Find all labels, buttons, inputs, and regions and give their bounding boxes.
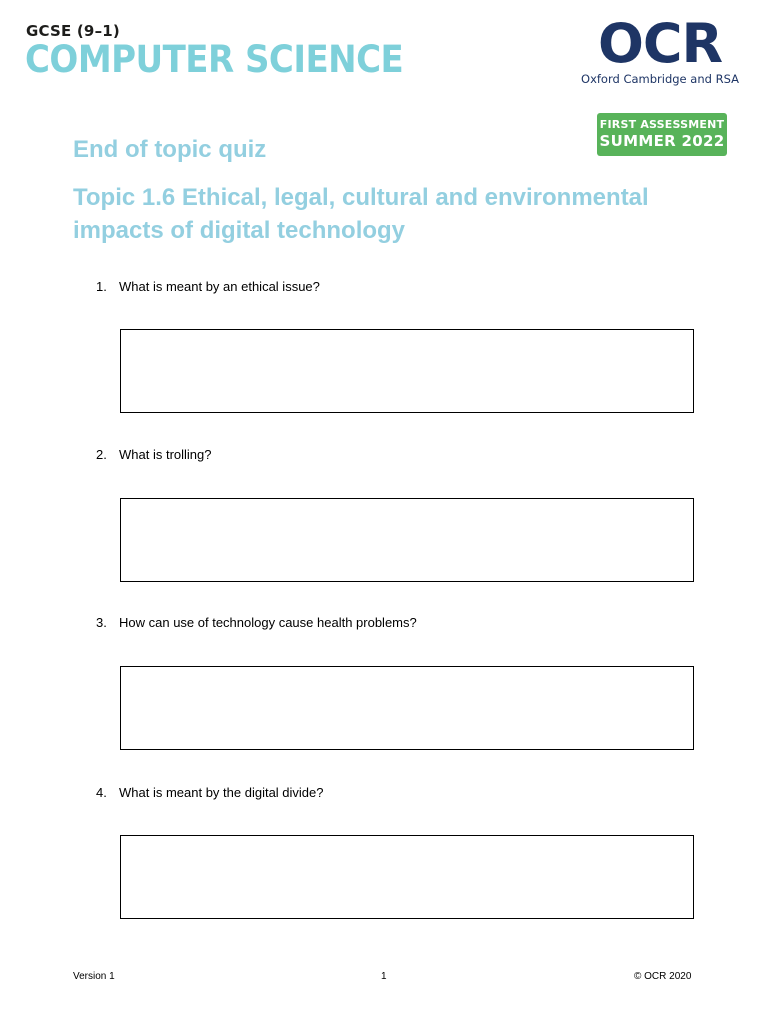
question-3 — [96, 615, 417, 630]
answer-box-4[interactable] — [120, 835, 694, 919]
question-1 — [96, 279, 320, 294]
footer-copyright: © OCR 2020 — [634, 971, 692, 982]
question-text: What is meant by an ethical issue? — [119, 279, 320, 294]
badge-line-2: SUMMER 2022 — [599, 132, 725, 150]
document-title: End of topic quiz — [73, 136, 267, 163]
question-number: 2. — [96, 447, 107, 462]
question-number: 4. — [96, 785, 107, 800]
qualification-label: GCSE (9–1) — [26, 22, 120, 40]
subject-title: COMPUTER SCIENCE — [25, 38, 404, 81]
question-text: What is meant by the digital divide? — [119, 785, 324, 800]
first-assessment-badge — [597, 113, 727, 156]
badge-line-1: FIRST ASSESSMENT — [599, 118, 725, 131]
ocr-logo — [578, 12, 742, 92]
question-text: How can use of technology cause health problems? — [119, 615, 417, 630]
answer-box-3[interactable] — [120, 666, 694, 750]
topic-title: Topic 1.6 Ethical, legal, cultural and environmental impacts of digital technology — [73, 184, 649, 244]
question-number: 3. — [96, 615, 107, 630]
question-number: 1. — [96, 279, 107, 294]
logo-tagline: Oxford Cambridge and RSA — [581, 72, 739, 86]
question-2 — [96, 447, 211, 462]
footer-page-number: 1 — [381, 971, 387, 982]
footer-version: Version 1 — [73, 971, 115, 982]
logo-wordmark: OCR — [597, 12, 723, 75]
answer-box-1[interactable] — [120, 329, 694, 413]
answer-box-2[interactable] — [120, 498, 694, 582]
question-text: What is trolling? — [119, 447, 212, 462]
question-4 — [96, 785, 324, 800]
